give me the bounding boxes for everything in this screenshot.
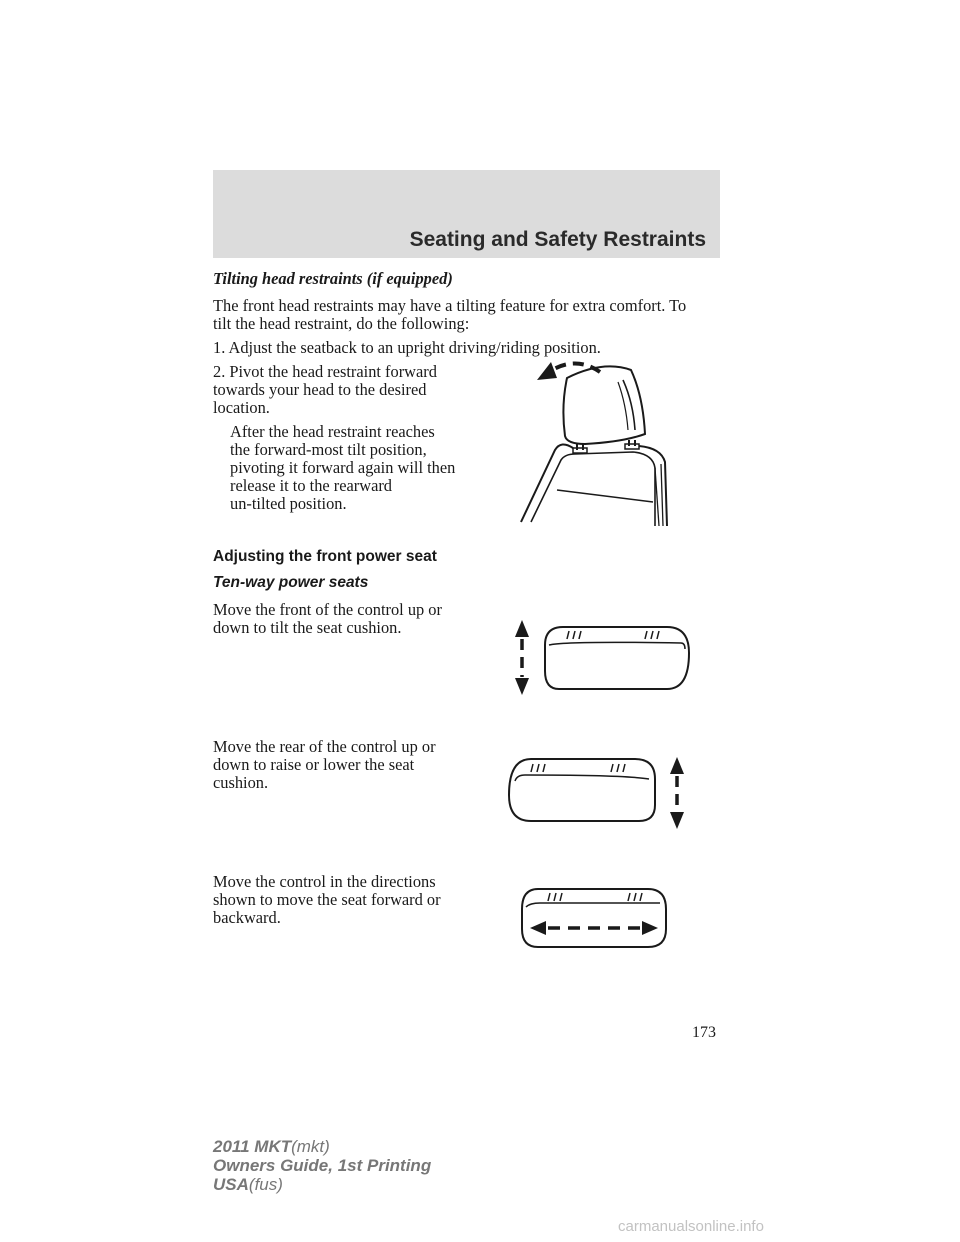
footer-market: USA [213,1175,249,1194]
arrow-up-icon [515,620,529,637]
watermark-text: carmanualsonline.info [618,1218,764,1235]
section-header-band [213,170,720,258]
fore-aft-control-illustration [520,885,670,955]
arrow-down-icon-2 [670,812,684,829]
move-control-line1: Move the control in the directions [213,872,436,891]
tilting-intro-line1: The front head restraints may have a tilting feature for extra comfort. To [213,296,687,315]
tilt-arrowhead-icon [537,362,557,380]
tilting-note-line1: After the head restraint reaches [230,422,435,441]
arrow-down-icon [515,678,529,695]
seat-control-switch-icon-2 [509,759,655,821]
tilting-note-line4: release it to the rearward [230,476,392,495]
footer-print-info [213,1137,431,1194]
arrow-left-icon [530,921,546,935]
seat-control-switch-icon-3 [522,889,666,947]
seat-control-switch-icon [545,627,689,689]
tilting-step2-line2: towards your head to the desired [213,380,427,399]
footer-model: 2011 MKT [213,1137,292,1156]
move-control-line3: backward. [213,908,281,927]
tilting-step2-line3: location. [213,398,270,417]
head-restraint-tilt-illustration [505,350,685,530]
power-seat-title: Adjusting the front power seat [213,548,437,565]
rear-control-line2: down to raise or lower the seat [213,755,415,774]
front-control-line1: Move the front of the control up or [213,600,442,619]
front-tilt-control-illustration [505,615,695,705]
rear-control-line1: Move the rear of the control up or [213,737,436,756]
page-number: 173 [692,1024,716,1041]
footer-market-code: (fus) [248,1175,283,1194]
rear-control-line3: cushion. [213,773,269,792]
section-header-title: Seating and Safety Restraints [409,228,706,251]
arrow-right-icon [642,921,658,935]
front-control-line2: down to tilt the seat cushion. [213,618,402,637]
head-restraint-icon [563,366,645,444]
arrow-up-icon-2 [670,757,684,774]
tilting-note-line2: the forward-most tilt position, [230,440,427,459]
tilting-intro-line2: tilt the head restraint, do the following: [213,314,470,333]
power-seat-subtitle: Ten-way power seats [213,574,369,591]
tilting-note-line3: pivoting it forward again will then [230,458,456,477]
footer-model-code: (mkt) [291,1137,330,1156]
move-control-line2: shown to move the seat forward or [213,890,441,909]
tilting-step1: 1. Adjust the seatback to an upright driving/riding position. [213,338,601,357]
footer-guide: Owners Guide, 1st Printing [213,1156,432,1175]
tilting-title: Tilting head restraints (if equipped) [213,269,453,288]
tilting-step2-line1: 2. Pivot the head restraint forward [213,362,437,381]
rear-height-control-illustration [505,755,695,835]
tilting-note-line5: un-tilted position. [230,494,347,513]
